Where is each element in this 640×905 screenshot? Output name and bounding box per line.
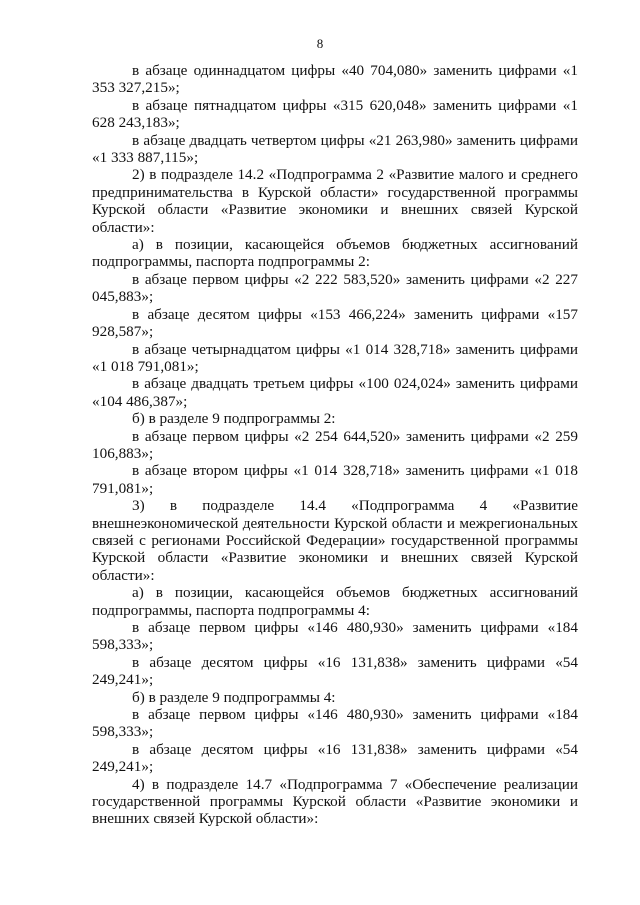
paragraph: в абзаце десятом цифры «153 466,224» заменить цифрами «157 928,587»; — [92, 305, 578, 341]
paragraph: в абзаце пятнадцатом цифры «315 620,048» заменить цифрами «1 628 243,183»; — [92, 96, 578, 132]
paragraph: а) в позиции, касающейся объемов бюджетных ассигнований подпрограммы, паспорта подпрограммы 2: — [92, 236, 578, 271]
paragraph: в абзаце первом цифры «146 480,930» заменить цифрами «184 598,333»; — [92, 619, 578, 654]
page-number: 8 — [316, 36, 324, 51]
paragraph: б) в разделе 9 подпрограммы 4: — [132, 688, 336, 706]
paragraph: б) в разделе 9 подпрограммы 2: — [132, 410, 336, 428]
paragraph: в абзаце первом цифры «146 480,930» заменить цифрами «184 598,333»; — [92, 706, 578, 741]
paragraph: 3) в подразделе 14.4 «Подпрограмма 4 «Развитие внешнеэкономической деятельности Курской области и межрегиональных связей с регионами Российской Федерации» государственной программы Курской области «Развитие экономики и внешних связей Курской области»: — [92, 497, 578, 584]
paragraph: в абзаце первом цифры «2 254 644,520» заменить цифрами «2 259 106,883»; — [92, 427, 578, 462]
paragraph: 2) в подразделе 14.2 «Подпрограмма 2 «Развитие малого и среднего предпринимательства в Курской области» государственной программы Курской области «Развитие экономики и внешних связей Курской области»: — [92, 166, 578, 236]
paragraph: в абзаце четырнадцатом цифры «1 014 328,718» заменить цифрами «1 018 791,081»; — [92, 340, 578, 375]
paragraph: в абзаце втором цифры «1 014 328,718» заменить цифрами «1 018 791,081»; — [92, 462, 578, 497]
paragraph: 4) в подразделе 14.7 «Подпрограмма 7 «Обеспечение реализации государственной программы Курской области «Развитие экономики и внешних связей Курской области»: — [92, 775, 578, 828]
document-body — [92, 62, 578, 828]
paragraph: в абзаце одиннадцатом цифры «40 704,080» заменить цифрами «1 353 327,215»; — [92, 62, 578, 97]
paragraph: в абзаце первом цифры «2 222 583,520» заменить цифрами «2 227 045,883»; — [92, 270, 578, 306]
paragraph: а) в позиции, касающейся объемов бюджетных ассигнований подпрограммы, паспорта подпрограммы 4: — [92, 584, 578, 619]
paragraph: в абзаце десятом цифры «16 131,838» заменить цифрами «54 249,241»; — [92, 653, 578, 689]
paragraph: в абзаце двадцать четвертом цифры «21 263,980» заменить цифрами «1 333 887,115»; — [92, 131, 578, 167]
paragraph: в абзаце десятом цифры «16 131,838» заменить цифрами «54 249,241»; — [92, 740, 578, 776]
paragraph: в абзаце двадцать третьем цифры «100 024,024» заменить цифрами «104 486,387»; — [92, 375, 578, 410]
